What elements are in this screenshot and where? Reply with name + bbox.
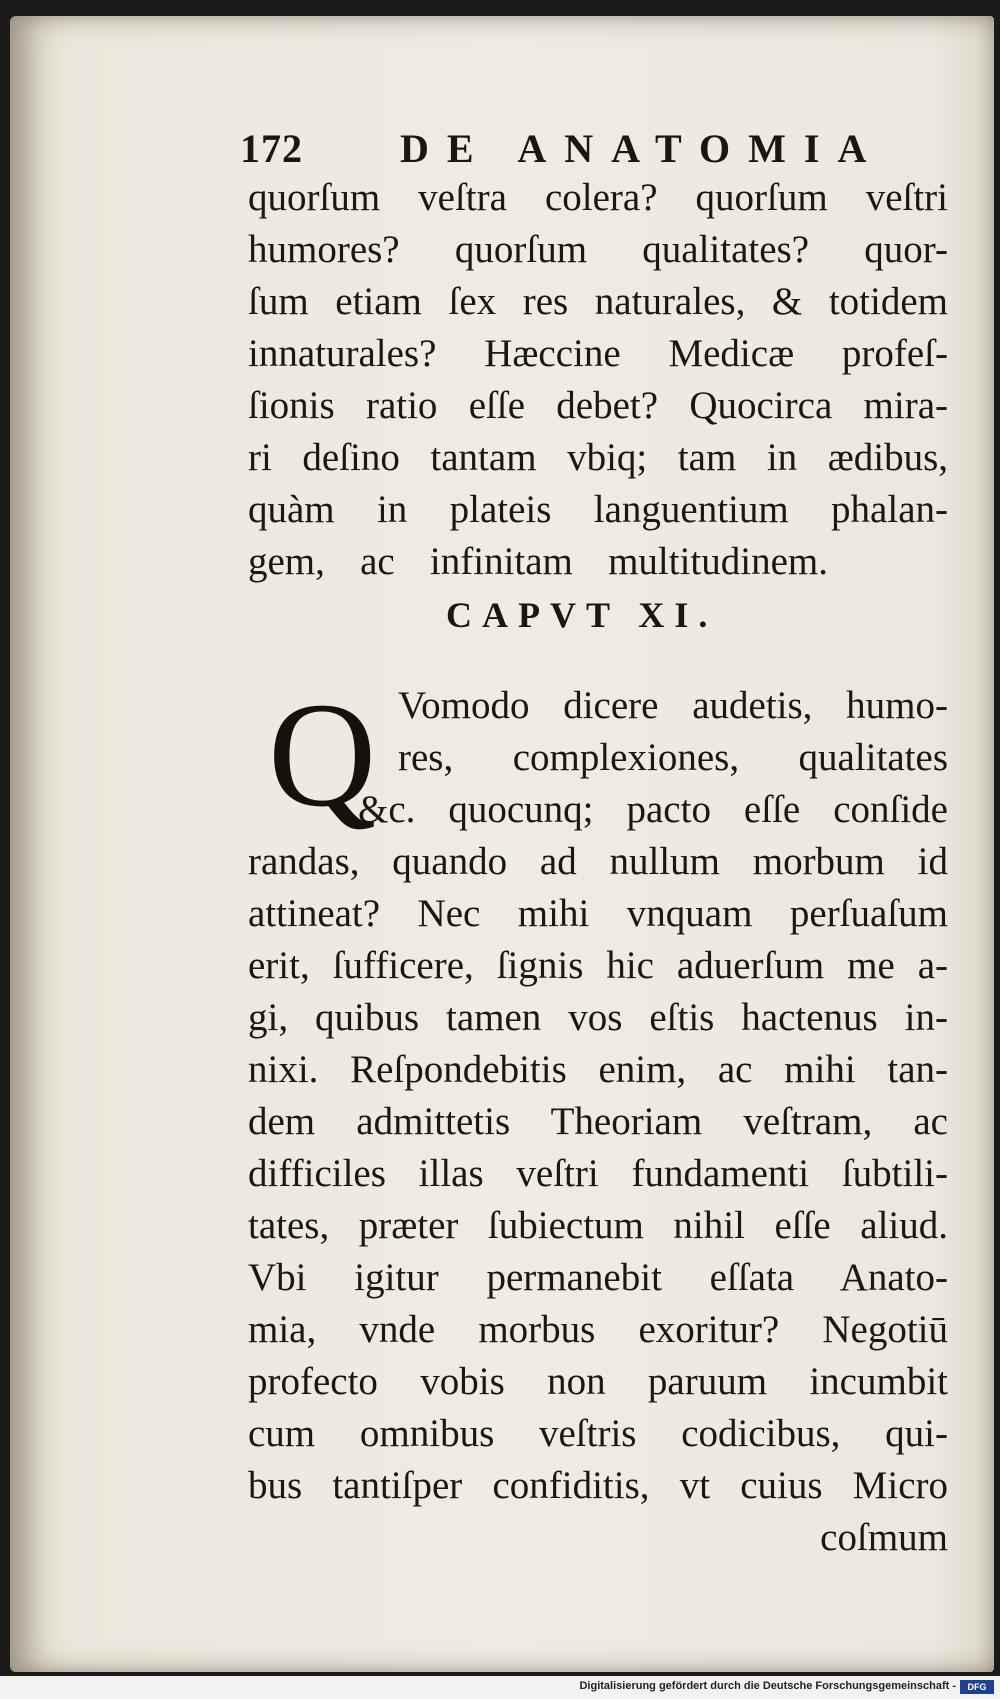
text-line: Vbi igitur permanebit eſſata Anato- [248, 1256, 948, 1299]
text-line: bus tantiſper confiditis, vt cuius Micro [248, 1464, 948, 1507]
text-line: profecto vobis non paruum incumbit [248, 1360, 948, 1403]
text-line: gi, quibus tamen vos eſtis hactenus in- [248, 996, 948, 1039]
text-line: cum omnibus veſtris codicibus, qui- [248, 1412, 948, 1455]
drop-initial: Q [268, 672, 377, 838]
text-line: quorſum veſtra colera? quorſum veſtri [248, 176, 948, 219]
text-line: ri deſino tantam vbiq; tam in ædibus, [248, 436, 948, 479]
text-line: innaturales? Hæccine Medicæ profeſ- [248, 332, 948, 375]
text-line: attineat? Nec mihi vnquam perſuaſum [248, 892, 948, 935]
text-line: randas, quando ad nullum morbum id [248, 840, 948, 883]
text-line: dem admittetis Theoriam veſtram, ac [248, 1100, 948, 1143]
dfg-logo-icon: DFG [960, 1680, 994, 1694]
footer-bar [0, 1676, 1000, 1699]
page-number: 172 [240, 126, 303, 171]
footer-credit: Digitalisierung gefördert durch die Deutsche Forschungsgemeinschaft - [579, 1680, 956, 1692]
text-line: erit, ſufficere, ſignis hic aduerſum me a- [248, 944, 948, 987]
chapter-heading: CAPVT XI. [446, 595, 718, 635]
text-line: ſionis ratio eſſe debet? Quocirca mira- [248, 384, 948, 427]
text-line: quàm in plateis languentium phalan- [248, 488, 948, 531]
text-line: difficiles illas veſtri fundamenti ſubtili- [248, 1152, 948, 1195]
page-header [240, 125, 940, 175]
text-line: gem, ac infinitam multitudinem. [248, 540, 828, 583]
text-line: humores? quorſum qualitates? quor- [248, 228, 948, 271]
catchword: coſmum [820, 1516, 948, 1559]
text-line: &c. quocunq; pacto eſſe conſide [358, 788, 948, 831]
text-line: mia, vnde morbus exoritur? Negotiū [248, 1308, 948, 1351]
text-line: Vomodo dicere audetis, humo- [398, 684, 948, 727]
text-line: nixi. Reſpondebitis enim, ac mihi tan- [248, 1048, 948, 1091]
running-head: DE ANATOMIA [400, 126, 885, 171]
text-line: tates, præter ſubiectum nihil eſſe aliud. [248, 1204, 948, 1247]
text-line: res, complexiones, qualitates [398, 736, 948, 779]
text-line: ſum etiam ſex res naturales, & totidem [248, 280, 948, 323]
